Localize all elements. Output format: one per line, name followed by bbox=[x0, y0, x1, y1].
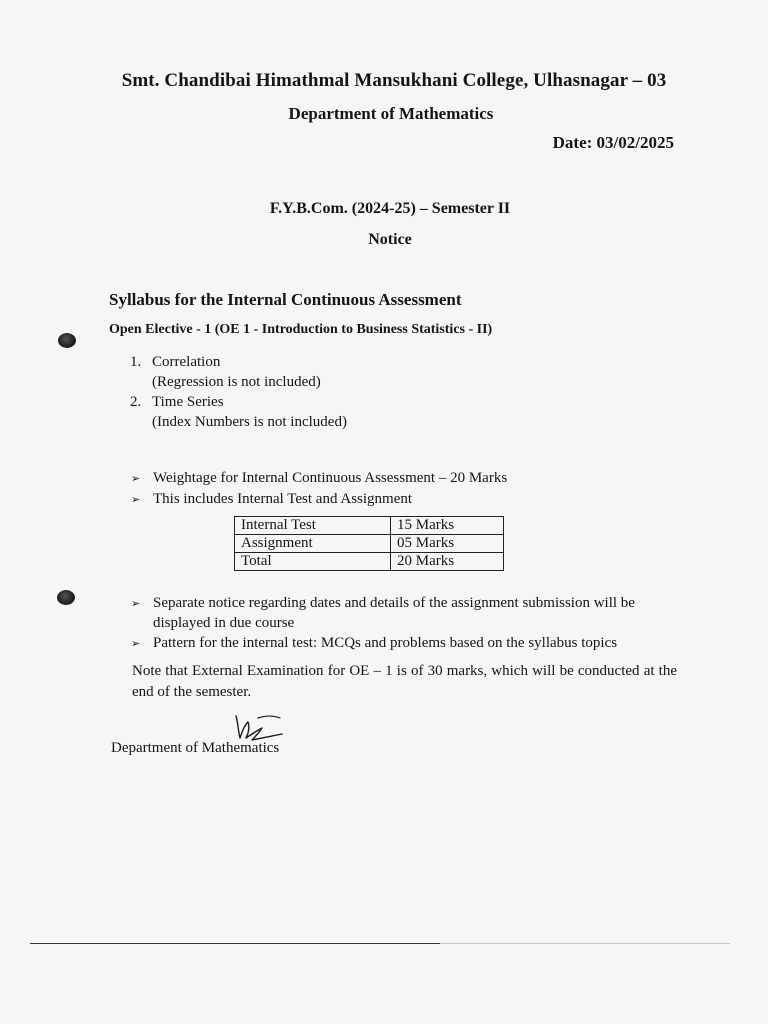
notice-date: Date: 03/02/2025 bbox=[552, 133, 674, 152]
topic-item bbox=[130, 392, 347, 412]
course-semester: F.Y.B.Com. (2024-25) – Semester II bbox=[269, 200, 511, 217]
bottom-rule-faint bbox=[440, 943, 730, 944]
table-cell-component: Assignment bbox=[235, 535, 391, 553]
arrow-bullet-icon: ➢ bbox=[131, 472, 141, 485]
bullet-text: Pattern for the internal test: MCQs and problems based on the syllabus topics bbox=[153, 635, 618, 651]
bullet-item bbox=[131, 489, 507, 510]
topic-title: Time Series bbox=[152, 394, 224, 410]
topic-list bbox=[130, 352, 347, 432]
table-cell-marks: 05 Marks bbox=[391, 535, 504, 553]
assignment-bullets bbox=[131, 593, 681, 654]
punch-hole-mark bbox=[58, 333, 76, 348]
bullet-item bbox=[131, 633, 681, 654]
marks-table bbox=[234, 516, 504, 571]
signature-department: Department of Mathematics bbox=[111, 740, 280, 756]
table-cell-component: Total bbox=[235, 553, 391, 571]
syllabus-heading: Syllabus for the Internal Continuous Assessment bbox=[109, 290, 462, 309]
topic-item bbox=[130, 352, 347, 372]
elective-subject: Open Elective - 1 (OE 1 - Introduction to Business Statistics - II) bbox=[109, 322, 493, 337]
bullet-text: This includes Internal Test and Assignment bbox=[153, 491, 413, 507]
table-row bbox=[235, 517, 504, 535]
bullet-text: Weightage for Internal Continuous Assessment – 20 Marks bbox=[153, 470, 508, 486]
bullet-text: Separate notice regarding dates and details of the assignment submission will be displayed in due course bbox=[153, 595, 635, 631]
notice-title: Notice bbox=[368, 231, 412, 248]
table-cell-marks: 20 Marks bbox=[391, 553, 504, 571]
college-name: Smt. Chandibai Himathmal Mansukhani College, Ulhasnagar – 03 bbox=[121, 70, 667, 91]
topic-number: 2. bbox=[130, 394, 142, 410]
table-row bbox=[235, 553, 504, 571]
table-cell-marks: 15 Marks bbox=[391, 517, 504, 535]
arrow-bullet-icon: ➢ bbox=[131, 597, 141, 610]
topic-title: Correlation bbox=[152, 354, 221, 370]
department-title: Department of Mathematics bbox=[288, 104, 494, 123]
bullet-item bbox=[131, 468, 507, 489]
external-exam-note: Note that External Examination for OE – 1 is of 30 marks, which will be conducted at the end of the semester. bbox=[132, 663, 677, 700]
weightage-bullets bbox=[131, 468, 507, 510]
bullet-item bbox=[131, 593, 681, 633]
topic-note: (Index Numbers is not included) bbox=[152, 414, 347, 430]
topic-note: (Regression is not included) bbox=[152, 374, 321, 390]
table-cell-component: Internal Test bbox=[235, 517, 391, 535]
punch-hole-mark bbox=[57, 590, 75, 605]
bottom-rule bbox=[30, 943, 440, 944]
topic-number: 1. bbox=[130, 354, 142, 370]
table-row bbox=[235, 535, 504, 553]
arrow-bullet-icon: ➢ bbox=[131, 493, 141, 506]
arrow-bullet-icon: ➢ bbox=[131, 637, 141, 650]
